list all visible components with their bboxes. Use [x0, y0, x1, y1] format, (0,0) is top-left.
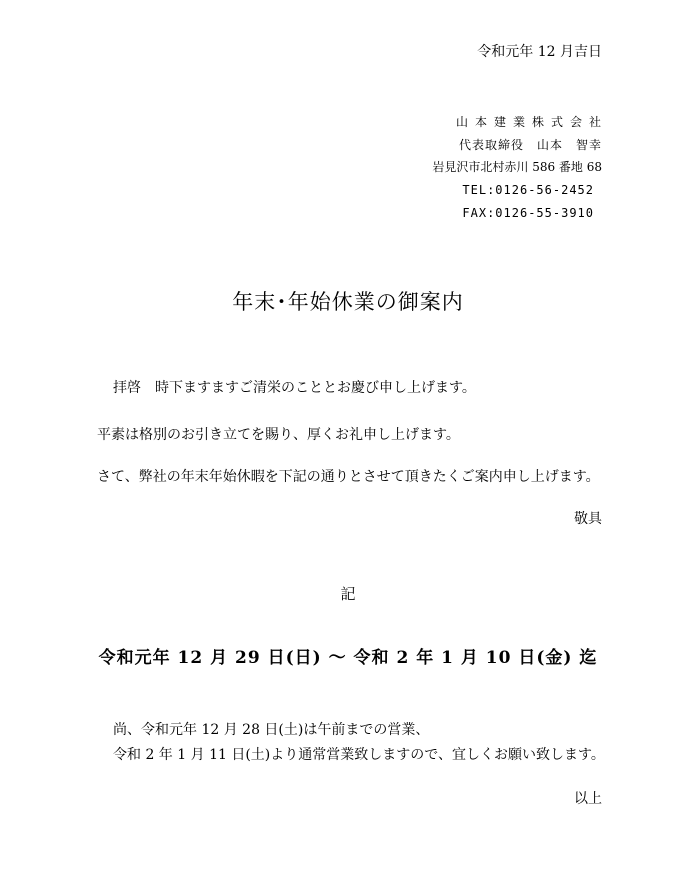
sender-fax: FAX:0126-55-3910	[462, 206, 594, 220]
sender-representative: 代表取締役 山本 智幸	[458, 138, 602, 152]
announcement-line: さて、弊社の年末年始休暇を下記の通りとさせて頂きたくご案内申し上げます。	[97, 469, 600, 485]
thanks-line: 平素は格別のお引き立てを賜り、厚くお礼申し上げます。	[97, 427, 460, 443]
closing-keigu: 敬具	[574, 511, 602, 527]
document-date: 令和元年 12 月吉日	[477, 44, 602, 60]
greeting-line: 拝啓 時下ますますご清栄のこととお慶び申し上げます。	[113, 380, 476, 396]
note-line-1: 尚、令和元年 12 月 28 日(土)は午前までの営業、	[113, 722, 430, 738]
document-title: 年末･年始休業の御案内	[232, 290, 464, 314]
holiday-period: 令和元年 12 月 29 日(日) ～ 令和 2 年 1 月 10 日(金) 迄	[98, 648, 598, 668]
note-line-2: 令和 2 年 1 月 11 日(土)より通常営業致しますので、宜しくお願い致します。	[113, 747, 605, 763]
ki-heading: 記	[340, 585, 356, 603]
sender-company: 山本建業株式会社	[455, 115, 608, 129]
closing-ijo: 以上	[574, 791, 602, 807]
sender-address: 岩見沢市北村赤川 586 番地 68	[432, 160, 602, 174]
sender-tel: TEL:0126-56-2452	[462, 183, 594, 197]
